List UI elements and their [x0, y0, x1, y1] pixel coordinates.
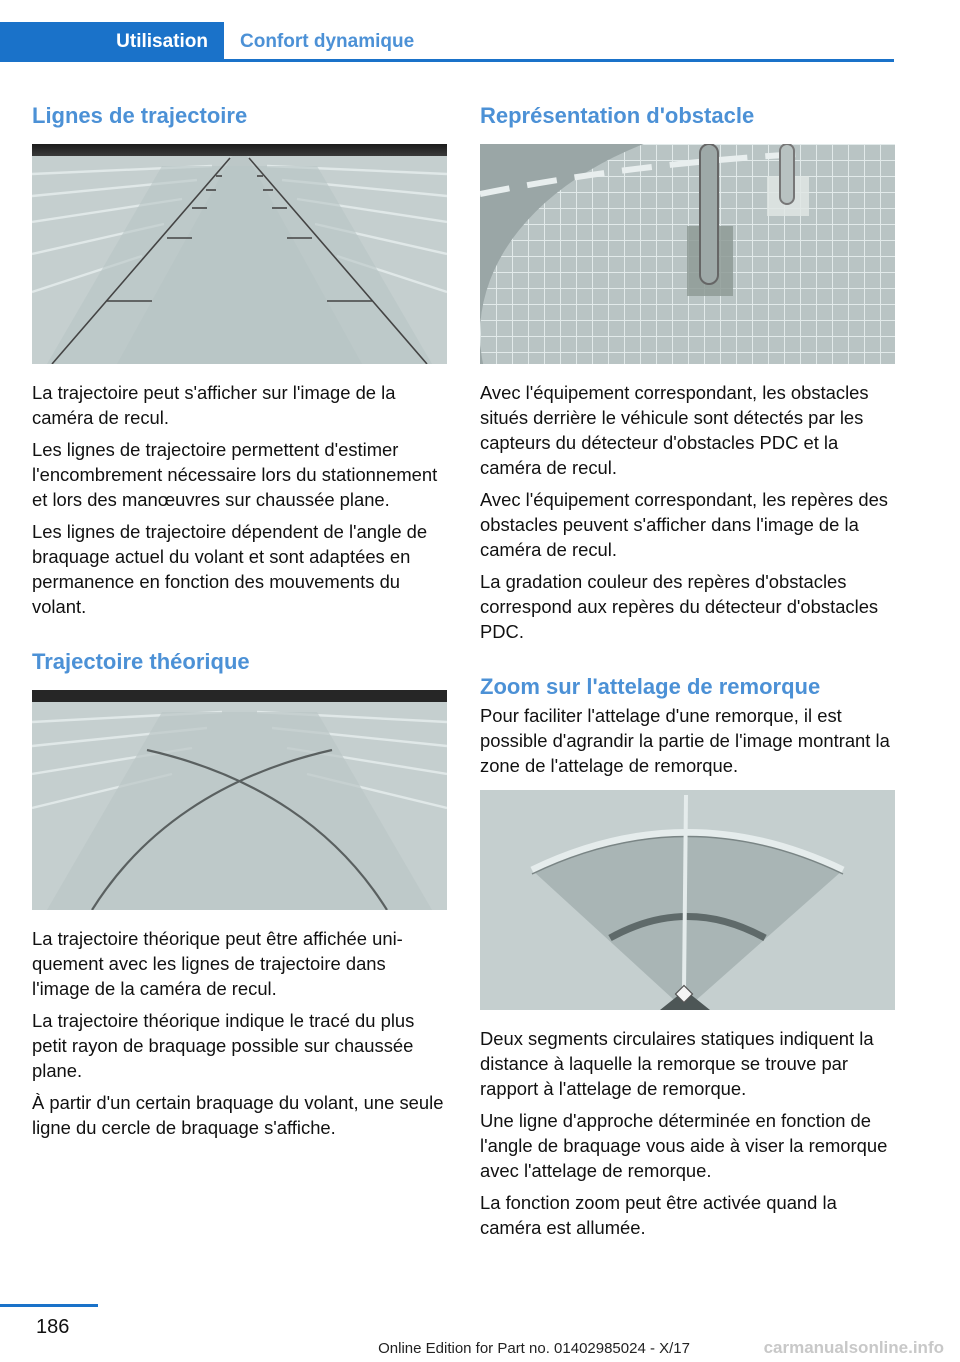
- tab-utilisation[interactable]: Utilisation: [0, 22, 224, 62]
- paragraph: La trajectoire peut s'afficher sur l'image de la caméra de recul.: [32, 382, 396, 428]
- paragraph: Pour faciliter l'attelage d'une remorque, il est possible d'agrandir la partie de l'image montrant la zone de l'attelage de remorque.: [480, 705, 890, 776]
- theoretical-trajectory-figure: [32, 690, 447, 910]
- obstacle-representation-figure: [480, 144, 895, 364]
- paragraph: Les lignes de trajectoire permettent d'estimer l'encombrement nécessaire lors du stationnement et lors des manœuvres sur chaussée plane.: [32, 439, 438, 510]
- paragraph: Une ligne d'approche déterminée en fonction de l'angle de braquage vous aide à viser la remorque avec l'attelage de remorque.: [480, 1110, 888, 1181]
- paragraph: Les lignes de trajectoire dépendent de l'angle de braquage actuel du volant et sont adaptées en permanence en fonction des mouvements du volant.: [32, 521, 428, 617]
- section-title-trajectory-lines: Lignes de trajectoire: [32, 103, 248, 128]
- paragraph: La gradation couleur des repères d'obstacles correspond aux repères du détecteur d'obstacles PDC.: [480, 571, 879, 642]
- right-column: [480, 100, 895, 1247]
- paragraph: Avec l'équipement correspondant, les obstacles situés derrière le véhicule sont détectés par les capteurs du détecteur d'obstacles PDC et la caméra de recul.: [480, 382, 869, 478]
- section-title-trailer-hitch-zoom: Zoom sur l'attelage de remorque: [480, 674, 821, 699]
- section-title-theoretical-trajectory: Trajectoire théorique: [32, 649, 250, 674]
- paragraph: La trajectoire théorique indique le tracé du plus petit rayon de braquage possible sur chaussée plane.: [32, 1010, 415, 1081]
- paragraph: La fonction zoom peut être activée quand la caméra est allumée.: [480, 1192, 837, 1238]
- trajectory-lines-figure: [32, 144, 447, 364]
- page-number: 186: [36, 1316, 70, 1338]
- footer-rule: [0, 1304, 98, 1307]
- section-title-obstacle-representation: Représentation d'obstacle: [480, 103, 755, 128]
- paragraph: Deux segments circulaires statiques indiquent la distance à laquelle la remorque se trouve par rapport à l'attelage de remorque.: [480, 1028, 874, 1099]
- watermark: carmanualsonline.info: [763, 1338, 944, 1357]
- paragraph: La trajectoire théorique peut être affichée uniquement avec les lignes de trajectoire dans l'image de la caméra de recul.: [32, 928, 403, 999]
- left-column: [32, 100, 447, 1147]
- header-rule: [0, 59, 894, 62]
- trailer-hitch-zoom-figure: [480, 790, 895, 1010]
- edition-info: Online Edition for Part no. 01402985024 - X/17: [378, 1340, 690, 1357]
- tab-confort-dynamique[interactable]: Confort dynamique: [240, 31, 415, 52]
- header-tab-bar: [0, 22, 894, 62]
- paragraph: Avec l'équipement correspondant, les repères des obstacles peuvent s'afficher dans l'image de la caméra de recul.: [480, 489, 889, 560]
- paragraph: À partir d'un certain braquage du volant, une seule ligne du cercle de braquage s'affiche.: [32, 1092, 444, 1138]
